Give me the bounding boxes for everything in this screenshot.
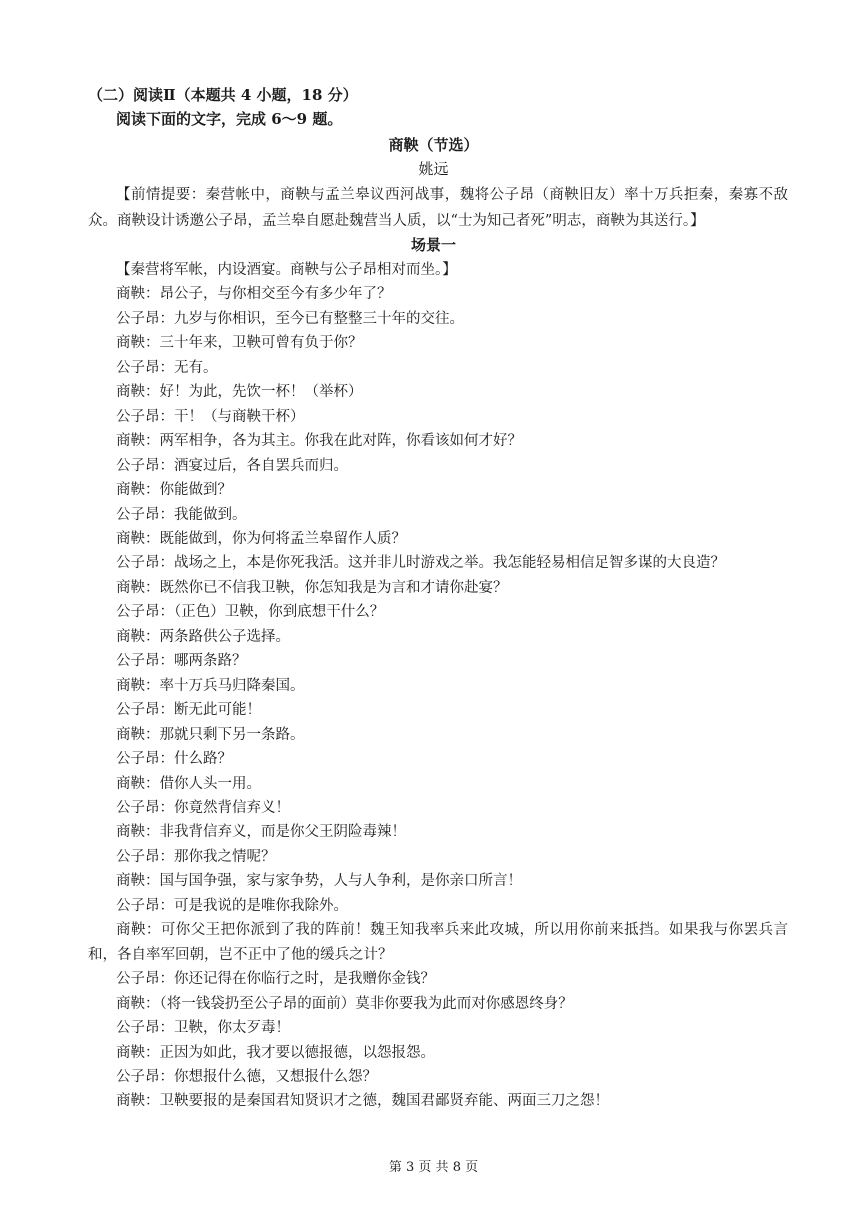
dialogue-line: 商鞅：好！为此，先饮一杯！（举杯） [116, 384, 363, 401]
dialogue-line: 公子昂：你想报什么德，又想报什么怨？ [116, 1068, 377, 1085]
passage-title: 商鞅（节选） [388, 136, 479, 154]
dialogue-line: 公子昂：九岁与你相识，至今已有整整三十年的交往。 [116, 310, 464, 327]
section-heading: （二）阅读Ⅱ（本题共 4 小题，18 分） [88, 86, 358, 104]
reading-instruction: 阅读下面的文字，完成 6～9 题。 [116, 110, 343, 128]
dialogue-line: 商鞅：你能做到？ [116, 482, 232, 499]
dialogue-line: 商鞅：正因为如此，我才要以德报德，以怨报怨。 [116, 1044, 435, 1061]
dialogue-line: 公子昂：战场之上，本是你死我活。这并非儿时游戏之举。我怎能轻易相信足智多谋的大良造？ [116, 555, 725, 572]
dialogue-line: 公子昂：可是我说的是唯你我除外。 [116, 897, 348, 914]
scene-heading: 场景一 [410, 236, 456, 254]
stage-direction: 【秦营将军帐，内设酒宴。商鞅与公子昂相对而坐。】 [116, 262, 457, 278]
dialogue-line: 公子昂：什么路？ [116, 751, 232, 768]
dialogue-line: 商鞅：可你父王把你派到了我的阵前！魏王知我率兵来此攻城，所以用你前来抵挡。如果我与你罢兵言和，各自率军回朝，岂不正中了他的缓兵之计？ [88, 922, 788, 963]
dialogue-line: 商鞅：卫鞅要报的是秦国君知贤识才之德，魏国君鄙贤弃能、两面三刀之怨！ [116, 1093, 609, 1110]
page-number: 第 3 页 共 8 页 [388, 1160, 479, 1175]
dialogue-line: 商鞅：两条路供公子选择。 [116, 628, 290, 645]
dialogue-line: 公子昂：我能做到。 [116, 506, 247, 523]
dialogue-line: 公子昂：你竟然背信弃义！ [116, 799, 290, 816]
dialogue-line: 公子昂：断无此可能！ [116, 702, 261, 719]
dialogue-line: 商鞅：非我背信弃义，而是你父王阴险毒辣！ [116, 824, 406, 841]
dialogue-line: 公子昂：你还记得在你临行之时，是我赠你金钱？ [116, 971, 435, 988]
dialogue-line: 商鞅：既然你已不信我卫鞅，你怎知我是为言和才请你赴宴？ [116, 579, 508, 596]
dialogue-line: 公子昂：（正色）卫鞅，你到底想干什么？ [116, 604, 385, 621]
dialogue-line: 公子昂：哪两条路？ [116, 653, 247, 670]
dialogue-line: 公子昂：干！（与商鞅干杯） [116, 408, 305, 425]
dialogue-line: 商鞅：率十万兵马归降秦国。 [116, 677, 305, 694]
plot-summary: 【前情提要：秦营帐中，商鞅与孟兰皋议西河战事，魏将公子昂（商鞅旧友）率十万兵拒秦，秦寡不敌众。商鞅设计诱邀公子昂，孟兰皋自愿赴魏营当人质，以“士为知己者死”明志，商鞅为其送行。】 [88, 187, 788, 229]
dialogue-line: 商鞅：那就只剩下另一条路。 [116, 726, 305, 743]
dialogue-line: 公子昂：卫鞅，你太歹毒！ [116, 1020, 290, 1037]
dialogue-block [88, 258, 788, 1114]
dialogue-line: 商鞅：国与国争强，家与家争势，人与人争利，是你亲口所言！ [116, 873, 522, 890]
dialogue-line: 公子昂：无有。 [116, 359, 218, 376]
dialogue-line: 商鞅：三十年来，卫鞅可曾有负于你？ [116, 335, 363, 352]
dialogue-line: 商鞅：昂公子，与你相交至今有多少年了？ [116, 286, 392, 303]
dialogue-line: 商鞅：既能做到，你为何将孟兰皋留作人质？ [116, 530, 406, 547]
dialogue-line: 公子昂：酒宴过后，各自罢兵而归。 [116, 457, 348, 474]
dialogue-line: 商鞅：借你人头一用。 [116, 775, 261, 792]
dialogue-line: 公子昂：那你我之情呢？ [116, 848, 276, 865]
passage-author: 姚远 [418, 160, 449, 178]
dialogue-line: 商鞅：（将一钱袋扔至公子昂的面前）莫非你要我为此而对你感恩终身？ [116, 995, 573, 1012]
dialogue-line: 商鞅：两军相争，各为其主。你我在此对阵，你看该如何才好？ [116, 433, 522, 450]
